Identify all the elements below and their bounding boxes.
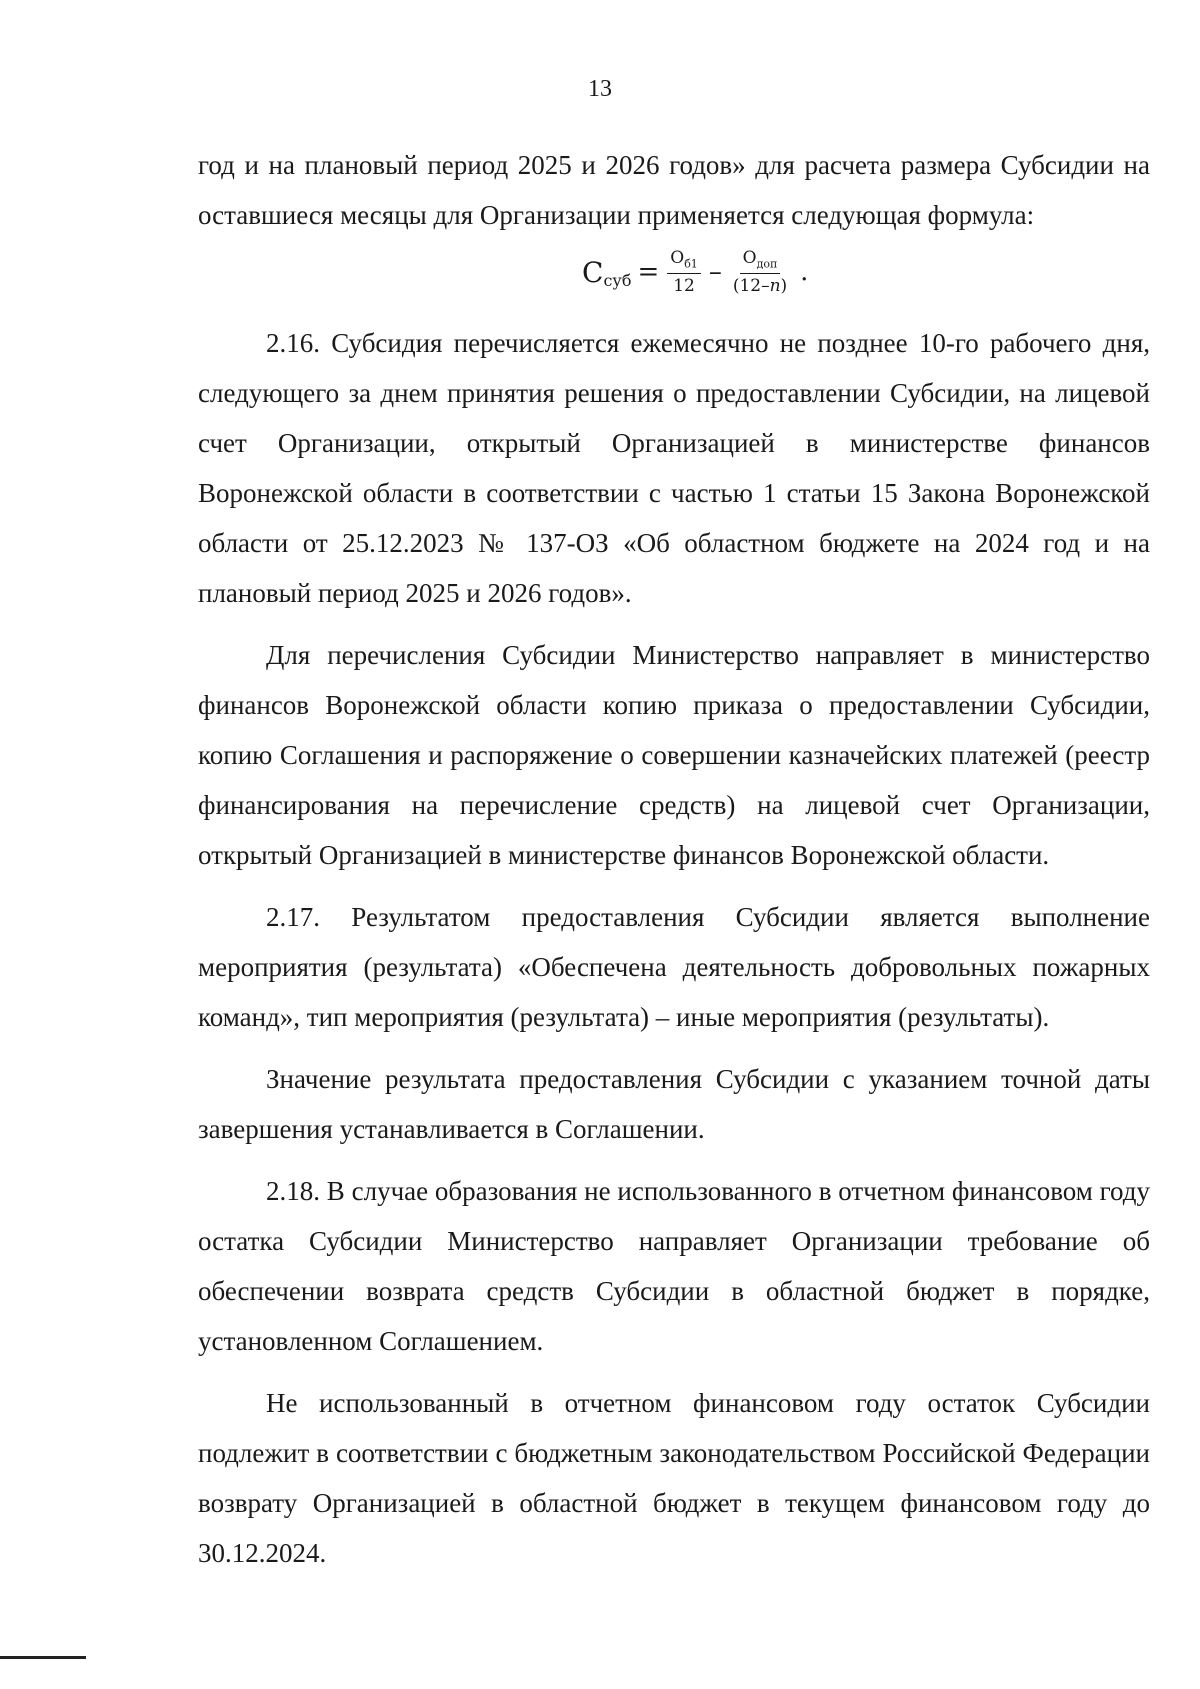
paragraph-2-16: 2.16. Субсидия перечисляется ежемесячно не позднее 10-го рабочего дня, следующего за днем принятия решения о предоставлении Субсидии, на лицевой счет Организации, открытый Организацией в министерстве финансов Воронежской области в соответствии с частью 1 статьи 15 Закона Воронежской области от 25.12.2023 № 137-ОЗ «Об областном бюджете на 2024 год и на плановый период 2025 и 2026 годов». [198,328,1150,608]
formula-equals: = [637,257,660,287]
footer-rule [0,1656,86,1659]
paragraph-continuation: год и на плановый период 2025 и 2026 годов» для расчета размера Субсидии на оставшиеся месяцы для Организации применяется следующая формула: [198,150,1150,230]
fraction-2-numerator: $О_{доп}$ [740,248,781,273]
formula-fraction-2 [730,248,790,295]
page-number: 13 [588,76,612,102]
subsidy-formula [198,240,1150,304]
paragraph-2-18: 2.18. В случае образования не использованного в отчетном финансовом году остатка Субсидии Министерство направляет Организации требование об обеспечении возврата средств Субсидии в областной бюджет в порядке, установленном Соглашением. [198,1176,1150,1356]
document-body [198,140,1150,1578]
formula-lhs-subscript: суб [603,270,632,290]
paragraph-unused-remainder: Не использованный в отчетном финансовом году остаток Субсидии подлежит в соответствии с бюджетным законодательством Российской Федерации возврату Организацией в областной бюджет в текущем финансовом году до 30.12.2024. [198,1388,1150,1568]
formula-lhs: С [582,255,604,289]
fraction-2-denominator: (12–n) [732,275,788,296]
fraction-1-denominator: 12 [673,275,695,296]
formula-period: . [800,257,809,287]
paragraph-transfer-procedure: Для перечисления Субсидии Министерство направляет в министерство финансов Воронежской области копию приказа о предоставлении Субсидии, копию Соглашения и распоряжение о совершении казначейских платежей (реестр финансирования на перечисление средств) на лицевой счет Организации, открытый Организацией в министерстве финансов Воронежской области. [198,640,1150,870]
paragraph-result-value: Значение результата предоставления Субсидии с указанием точной даты завершения устанавливается в Соглашении. [198,1064,1150,1144]
formula-minus: – [708,257,722,287]
fraction-1-numerator: $О_{б1}$ [667,248,701,273]
formula-fraction-1 [667,248,701,295]
paragraph-2-17: 2.17. Результатом предоставления Субсидии является выполнение мероприятия (результата) «Обеспечена деятельность добровольных пожарных команд», тип мероприятия (результата) – иные мероприятия (результаты). [198,902,1150,1032]
